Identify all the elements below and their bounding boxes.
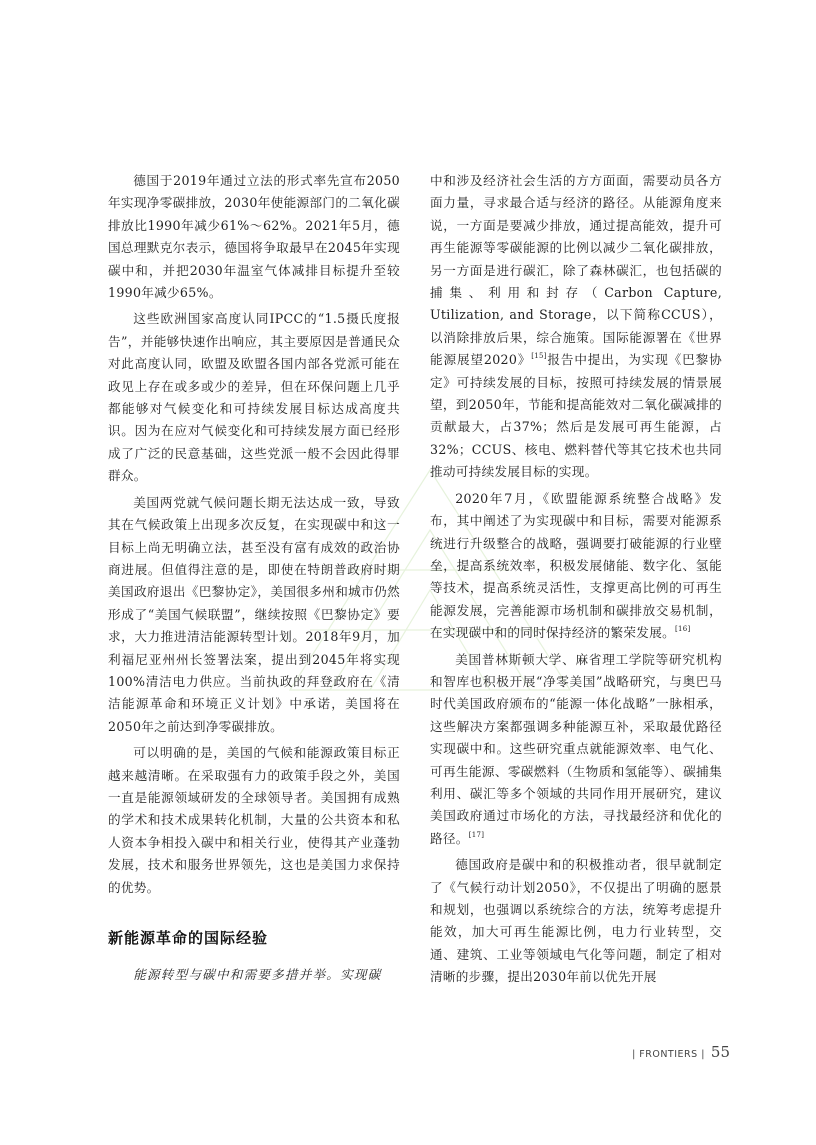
paragraph-us-parties: 美国两党就气候问题长期无法达成一致，导致其在气候政策上出现多次反复，在实现碳中和这一目标上尚无明确立法，甚至没有富有成效的政治协商进展。但值得注意的是，即使在特朗普政府时期美国政府退出《巴黎协定》，美国很多州和城市仍然形成了“美国气候联盟”，继续按照《巴黎协定》要求，大力推进清洁能源转型计划。2018年9月，加利福尼亚州州长签署法案，提出到2045年将实现100%清洁电力供应。当前执政的拜登政府在《清洁能源革命和环境正义计划》中承诺，美国将在2050年之前达到净零碳排放。	[108, 494, 400, 734]
citation-16: [16]	[674, 625, 691, 634]
page-footer	[632, 1043, 730, 1061]
left-column	[108, 170, 400, 990]
citation-15: [15]	[531, 352, 547, 361]
paragraph-continuation-text: 中和涉及经济社会生活的方方面面，需要动员各方面力量，寻求最合适与经济的路径。从能源角度来说，一方面是要减少排放，通过提高能效，提升可再生能源等零碳能源的比例以减少二氧化碳排放，另一方面是进行碳汇，除了森林碳汇，也包括碳的捕集、利用和封存（Carbon Capture, Utilization, and Storage，以下简称CCUS），以消除排放后果，综合施策。国际能源署在《世界能源展望2020》	[430, 173, 722, 368]
paragraph-germany-plan: 德国政府是碳中和的积极推动者，很早就制定了《气候行动计划2050》，不仅提出了明确的愿景和规划，也强调以系统综合的方法，统筹考虑提升能效，加大可再生能源比例，电力行业转型，交通、建筑、工业等领域电气化等问题，制定了相对清晰的步骤，提出2030年前以优先开展	[430, 857, 722, 985]
paragraph-eu-strategy-text: 2020年7月，《欧盟能源系统整合战略》发布，其中阐述了为实现碳中和目标，需要对能源系统进行升级整合的战略，强调要打破能源的行业壁垒，提高系统效率，积极发展储能、数字化、氢能等技术，提高系统灵活性，支撑更高比例的可再生能源发展，完善能源市场机制和碳排放交易机制，在实现碳中和的同时保持经济的繁荣发展。	[430, 490, 722, 641]
paragraph-us-leadership: 可以明确的是，美国的气候和能源政策目标正越来越清晰。在采取强有力的政策手段之外，美国一直是能源领域研发的全球领导者。美国拥有成熟的学术和技术成果转化机制，大量的公共资本和私人资本争相投入碳中和相关行业，使得其产业蓬勃发展，技术和服务世界领先，这也是美国力求保持的优势。	[108, 745, 400, 895]
paragraph-eu-strategy	[430, 488, 722, 645]
paragraph-continuation	[430, 170, 722, 484]
paragraph-us-research	[430, 649, 722, 851]
section-heading: 新能源革命的国际经验	[108, 929, 269, 947]
paragraph-continuation-tail: 报告中提出，为实现《巴黎协定》可持续发展的目标，按照可持续发展的情景展望，到2050年，节能和提高能效对二氧化碳减排的贡献最大，占37%；然后是发展可再生能源，占32%；CCUS、核电、燃料替代等其它技术也共同推动可持续发展目标的实现。	[430, 352, 722, 480]
right-column	[430, 170, 722, 993]
paragraph-lead-in: 能源转型与碳中和需要多措并举。实现碳	[133, 967, 382, 982]
paragraph-european-consensus: 这些欧洲国家高度认同IPCC的“1.5摄氏度报告”，并能够快速作出响应，其主要原因是普通民众对此高度认同，欧盟及欧盟各国内部各党派可能在政见上存在或多或少的差异，但在环保问题上几乎都能够对气候变化和可持续发展目标达成高度共识。因为在应对气候变化和可持续发展方面已经形成了广泛的民意基础，这些党派一般不会因此得罪群众。	[108, 311, 400, 484]
magazine-name: | FRONTIERS |	[632, 1049, 705, 1060]
paragraph-germany-legislation: 德国于2019年通过立法的形式率先宣布2050年实现净零碳排放，2030年使能源部门的二氧化碳排放比1990年减少61%～62%。2021年5月，德国总理默克尔表示，德国将争取最早在2045年实现碳中和，并把2030年温室气体减排目标提升至较1990年减少65%。	[108, 173, 400, 301]
citation-17: [17]	[468, 830, 485, 839]
page-number: 55	[710, 1043, 730, 1061]
paragraph-us-research-text: 美国普林斯顿大学、麻省理工学院等研究机构和智库也积极开展“净零美国”战略研究，与奥巴马时代美国政府颁布的“能源一体化战略”一脉相承，这些解决方案都强调多种能源互补，采取最优路径实现碳中和。这些研究重点就能源效率、电气化、可再生能源、零碳燃料（生物质和氢能等）、碳捕集利用、碳汇等多个领域的共同作用开展研究，建议美国政府通过市场化的方法，寻找最经济和优化的路径。	[430, 651, 722, 846]
